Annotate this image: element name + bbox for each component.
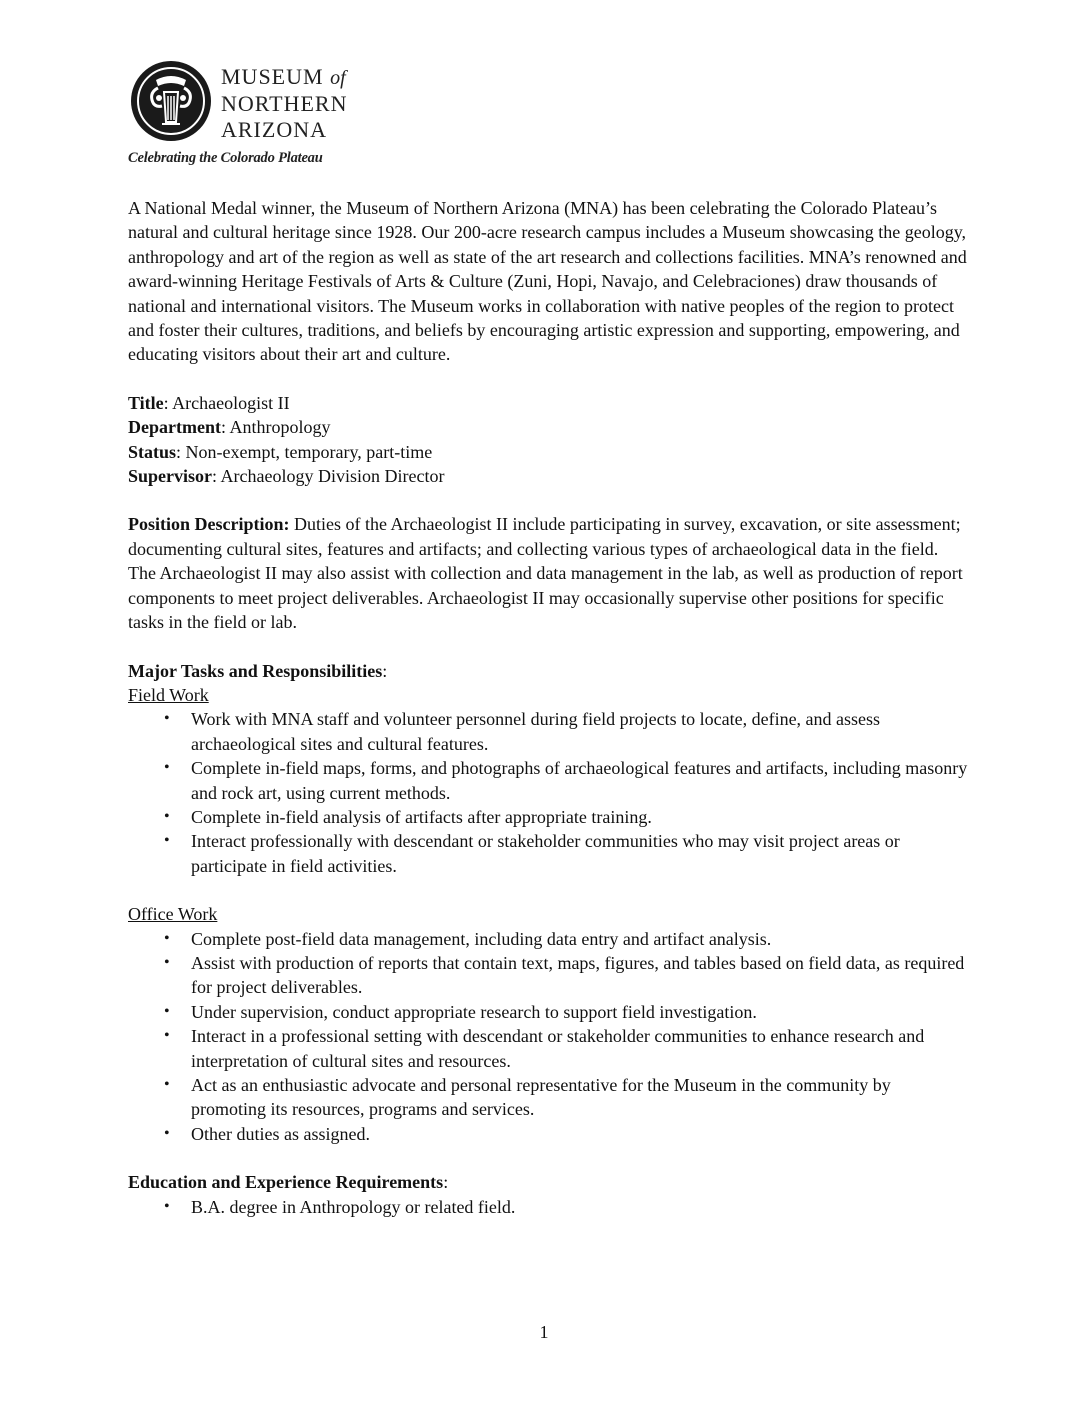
museum-logo — [128, 58, 968, 170]
list-item: • Act as an enthusiastic advocate and personal representative for the Museum in the community by promoting its resources, programs and services. — [191, 1073, 968, 1122]
list-item: • B.A. degree in Anthropology or related field. — [191, 1195, 968, 1219]
intro-paragraph: A National Medal winner, the Museum of Northern Arizona (MNA) has been celebrating the Colorado Plateau’s natural and cultural heritage since 1928. Our 200-acre research campus includes a Museum showcasing the geology, anthropology and art of the region as well as state of the art research and collections facilities. MNA’s renowned and award-winning Heritage Festivals of Arts & Culture (Zuni, Hopi, Navajo, and Celebraciones) draw thousands of national and international visitors. The Museum works in collaboration with native peoples of the region to protect and foster their cultures, traditions, and beliefs by encouraging artistic expression and supporting, empowering, and educating visitors about their art and culture. — [128, 198, 967, 365]
logo-tagline: Celebrating the Colorado Plateau — [128, 150, 323, 166]
meta-title-label: Title — [128, 392, 164, 413]
logo-line-3: ARIZONA — [221, 117, 327, 142]
list-item: • Interact professionally with descendant or stakeholder communities who may visit project areas or participate in field activities. — [191, 829, 968, 878]
list-item: • Assist with production of reports that contain text, maps, figures, and tables based on field data, as required for project deliverables. — [191, 951, 968, 1000]
meta-supervisor-value: : Archaeology Division Director — [212, 466, 445, 487]
tasks-heading-text: Major Tasks and Responsibilities — [128, 660, 383, 681]
list-item: • Work with MNA staff and volunteer personnel during field projects to locate, define, and assess archaeological sites and cultural features. — [191, 707, 968, 756]
education-section — [128, 1170, 968, 1219]
museum-name — [221, 64, 347, 143]
meta-department — [128, 415, 968, 439]
tasks-heading — [128, 659, 968, 683]
education-heading-text: Education and Experience Requirements — [128, 1172, 444, 1193]
field-work-list — [128, 707, 968, 878]
tasks-section — [128, 659, 968, 1147]
meta-status-value: : Non-exempt, temporary, part-time — [176, 441, 433, 462]
logo-of: of — [330, 67, 346, 89]
meta-supervisor-label: Supervisor — [128, 466, 213, 487]
list-item: • Complete in-field maps, forms, and photographs of archaeological features and artifacts, including masonry and rock art, using current methods. — [191, 756, 968, 805]
meta-title — [128, 391, 968, 415]
document-page — [128, 58, 968, 1219]
list-item: • Interact in a professional setting with descendant or stakeholder communities to enhance research and interpretation of cultural sites and resources. — [191, 1024, 968, 1073]
meta-department-value: : Anthropology — [220, 417, 331, 438]
position-label: Position Description: — [128, 514, 290, 535]
education-list — [128, 1195, 968, 1219]
page-number: 1 — [539, 1322, 549, 1342]
list-item: • Other duties as assigned. — [191, 1122, 968, 1146]
job-meta — [128, 391, 968, 489]
list-item: • Complete post-field data management, including data entry and artifact analysis. — [191, 927, 968, 951]
education-heading — [128, 1170, 968, 1194]
meta-status-label: Status — [128, 441, 177, 462]
logo-line-2: NORTHERN — [221, 91, 348, 116]
museum-emblem-icon — [128, 58, 214, 144]
office-work-heading: Office Work — [128, 904, 218, 925]
education-heading-colon: : — [443, 1172, 449, 1193]
meta-department-label: Department — [128, 417, 221, 438]
meta-status — [128, 440, 968, 464]
meta-title-value: : Archaeologist II — [163, 392, 290, 413]
list-item: • Complete in-field analysis of artifacts after appropriate training. — [191, 805, 968, 829]
position-description — [128, 512, 968, 634]
position-text: Duties of the Archaeologist II include participating in survey, excavation, or site assessment; documenting cultural sites, features and artifacts; and collecting various types of archaeological data in the field. The Archaeologist II may also assist with collection and data management in the lab, as well as production of report components to meet project deliverables. Archaeologist II may occasionally supervise other positions for specific tasks in the field or lab. — [128, 514, 963, 633]
logo-line-1: MUSEUM — [221, 64, 324, 89]
list-item: • Under supervision, conduct appropriate research to support field investigation. — [191, 1000, 968, 1024]
office-work-list — [128, 927, 968, 1147]
meta-supervisor — [128, 464, 968, 488]
field-work-heading: Field Work — [128, 684, 209, 705]
tasks-heading-colon: : — [382, 660, 388, 681]
